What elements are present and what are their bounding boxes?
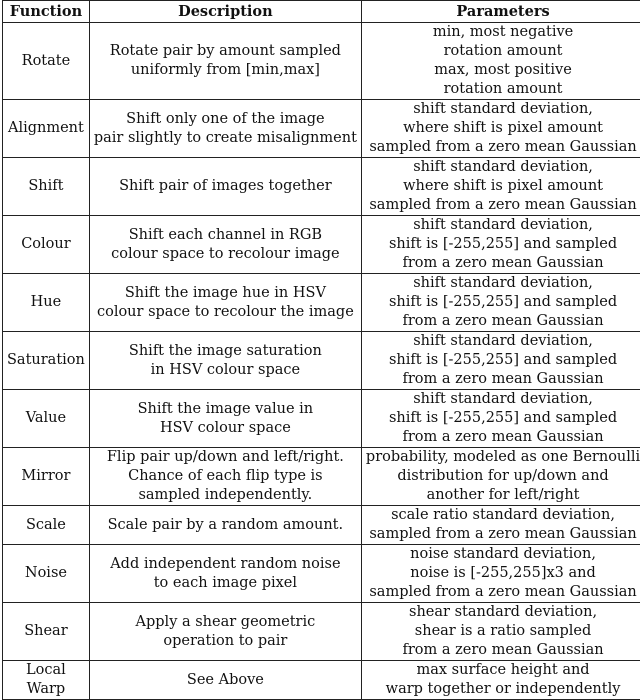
function-cell: Alignment: [3, 100, 90, 158]
parameters-cell: [361, 661, 640, 700]
parameters-line: another for left/right: [366, 486, 640, 505]
function-cell: Value: [3, 390, 90, 448]
parameters-line: rotation amount: [366, 42, 640, 61]
description-cell: [89, 100, 361, 158]
parameters-cell: [361, 448, 640, 506]
description-line: Add independent random noise: [94, 555, 357, 574]
parameters-cell: [361, 603, 640, 661]
function-cell: Rotate: [3, 23, 90, 100]
parameters-line: shear standard deviation,: [366, 603, 640, 622]
parameters-line: from a zero mean Gaussian: [366, 428, 640, 447]
header-parameters: Parameters: [361, 1, 640, 23]
parameters-cell: [361, 506, 640, 545]
description-line: Shift each channel in RGB: [94, 226, 357, 245]
description-line: Shift pair of images together: [94, 177, 357, 196]
parameters-line: scale ratio standard deviation,: [366, 506, 640, 525]
description-line: Scale pair by a random amount.: [94, 516, 357, 535]
parameters-line: max, most positive: [366, 61, 640, 80]
description-line: Shift only one of the image: [94, 110, 357, 129]
parameters-line: sampled from a zero mean Gaussian: [366, 138, 640, 157]
table-row: [3, 448, 640, 506]
table-row: [3, 158, 640, 216]
parameters-line: warp together or independently: [366, 680, 640, 699]
parameters-line: shift standard deviation,: [366, 158, 640, 177]
description-line: Flip pair up/down and left/right.: [94, 448, 357, 467]
table-row: [3, 545, 640, 603]
parameters-line: from a zero mean Gaussian: [366, 370, 640, 389]
parameters-line: shear is a ratio sampled: [366, 622, 640, 641]
parameters-cell: [361, 100, 640, 158]
parameters-cell: [361, 216, 640, 274]
header-function: Function: [3, 1, 90, 23]
description-cell: [89, 603, 361, 661]
description-cell: [89, 23, 361, 100]
description-line: pair slightly to create misalignment: [94, 129, 357, 148]
function-cell: Hue: [3, 274, 90, 332]
parameters-line: probability, modeled as one Bernoulli: [366, 448, 640, 467]
description-cell: [89, 506, 361, 545]
description-line: operation to pair: [94, 632, 357, 651]
description-cell: [89, 332, 361, 390]
header-row: [3, 1, 640, 23]
description-line: Chance of each flip type is: [94, 467, 357, 486]
parameters-line: shift standard deviation,: [366, 332, 640, 351]
function-cell: Shift: [3, 158, 90, 216]
parameters-line: shift standard deviation,: [366, 274, 640, 293]
function-cell: Saturation: [3, 332, 90, 390]
function-cell: Scale: [3, 506, 90, 545]
parameters-line: where shift is pixel amount: [366, 177, 640, 196]
parameters-line: sampled from a zero mean Gaussian: [366, 196, 640, 215]
parameters-line: shift standard deviation,: [366, 216, 640, 235]
header-description: Description: [89, 1, 361, 23]
parameters-line: rotation amount: [366, 80, 640, 99]
table-row: [3, 216, 640, 274]
parameters-line: shift is [-255,255] and sampled: [366, 293, 640, 312]
table-row: [3, 100, 640, 158]
parameters-line: max surface height and: [366, 661, 640, 680]
parameters-line: noise standard deviation,: [366, 545, 640, 564]
parameters-line: shift is [-255,255] and sampled: [366, 409, 640, 428]
parameters-line: where shift is pixel amount: [366, 119, 640, 138]
parameters-line: from a zero mean Gaussian: [366, 312, 640, 331]
parameters-cell: [361, 23, 640, 100]
description-line: colour space to recolour the image: [94, 303, 357, 322]
table-row: [3, 274, 640, 332]
parameters-line: distribution for up/down and: [366, 467, 640, 486]
description-cell: [89, 274, 361, 332]
parameters-line: shift standard deviation,: [366, 100, 640, 119]
description-line: Shift the image saturation: [94, 342, 357, 361]
parameters-line: sampled from a zero mean Gaussian: [366, 525, 640, 544]
parameters-line: min, most negative: [366, 23, 640, 42]
table-row: [3, 332, 640, 390]
table-row: [3, 506, 640, 545]
parameters-line: noise is [-255,255]x3 and: [366, 564, 640, 583]
function-cell: Noise: [3, 545, 90, 603]
function-cell: Local Warp: [3, 661, 90, 700]
table-row: [3, 390, 640, 448]
table-row: [3, 603, 640, 661]
description-cell: [89, 661, 361, 700]
parameters-cell: [361, 332, 640, 390]
description-line: Apply a shear geometric: [94, 613, 357, 632]
function-cell: Colour: [3, 216, 90, 274]
description-cell: [89, 158, 361, 216]
description-line: HSV colour space: [94, 419, 357, 438]
parameters-line: sampled from a zero mean Gaussian: [366, 583, 640, 602]
function-cell: Shear: [3, 603, 90, 661]
description-line: Shift the image hue in HSV: [94, 284, 357, 303]
parameters-line: shift is [-255,255] and sampled: [366, 351, 640, 370]
parameters-cell: [361, 545, 640, 603]
description-line: sampled independently.: [94, 486, 357, 505]
description-line: in HSV colour space: [94, 361, 357, 380]
table-row: [3, 661, 640, 700]
table-row: [3, 23, 640, 100]
parameters-cell: [361, 158, 640, 216]
description-line: Rotate pair by amount sampled: [94, 42, 357, 61]
description-line: Shift the image value in: [94, 400, 357, 419]
description-cell: [89, 390, 361, 448]
description-line: See Above: [94, 671, 357, 690]
parameters-line: shift standard deviation,: [366, 390, 640, 409]
parameters-line: from a zero mean Gaussian: [366, 254, 640, 273]
description-line: to each image pixel: [94, 574, 357, 593]
parameters-cell: [361, 274, 640, 332]
description-cell: [89, 545, 361, 603]
description-line: uniformly from [min,max]: [94, 61, 357, 80]
parameters-line: from a zero mean Gaussian: [366, 641, 640, 660]
augmentation-table: [2, 0, 640, 700]
description-cell: [89, 448, 361, 506]
parameters-line: shift is [-255,255] and sampled: [366, 235, 640, 254]
description-cell: [89, 216, 361, 274]
description-line: colour space to recolour image: [94, 245, 357, 264]
function-cell: Mirror: [3, 448, 90, 506]
parameters-cell: [361, 390, 640, 448]
